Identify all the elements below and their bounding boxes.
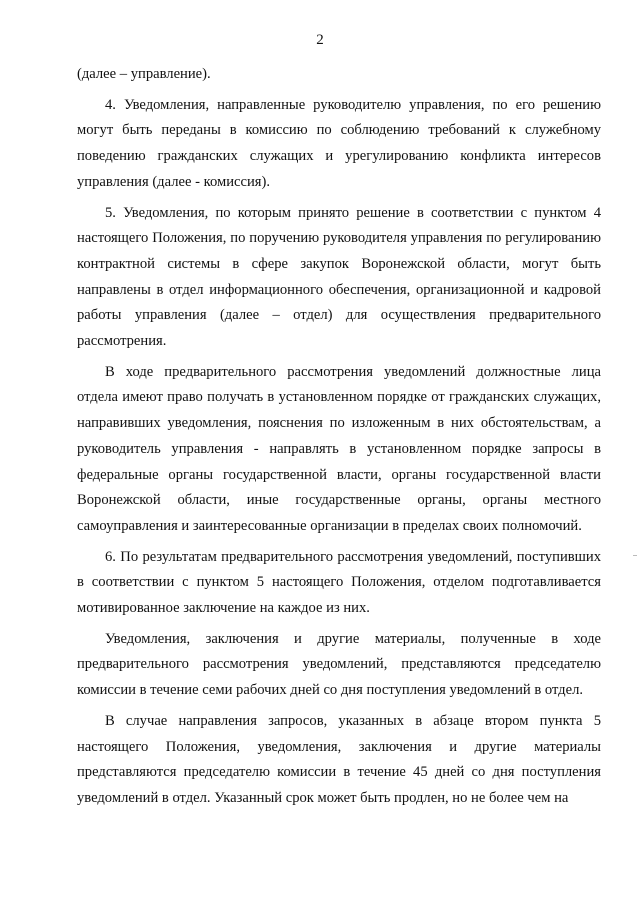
document-body: [77, 62, 601, 806]
scan-edge-mark: [633, 555, 637, 556]
paragraph-materials: Уведомления, заключения и другие материалы, полученные в ходе предварительного рассмотрения уведомлений, представляются председателю комиссии в течение семи рабочих дней со дня поступления уведомлений в отдел.: [77, 630, 601, 699]
page-number: 2: [316, 32, 324, 48]
paragraph-item-5: 5. Уведомления, по которым принято решение в соответствии с пунктом 4 настоящего Положения, по поручению руководителя управления по регулированию контрактной системы в сфере закупок Воронежской области, могут быть направлены в отдел информационного обеспечения, организационной и кадровой работы управления (далее – отдел) для осуществления предварительного рассмотрения.: [77, 204, 601, 350]
paragraph-item-6: 6. По результатам предварительного рассмотрения уведомлений, поступивших в соответствии с пунктом 5 настоящего Положения, отделом подготавливается мотивированное заключение на каждое из них.: [77, 548, 601, 617]
paragraph-preliminary-review: В ходе предварительного рассмотрения уведомлений должностные лица отдела имеют право получать в установленном порядке от гражданских служащих, направивших уведомления, пояснения по изложенным в них обстоятельствам, а руководитель управления - направлять в установленном порядке запросы в федеральные органы государственной власти, органы государственной власти Воронежской области, иные государственные органы, органы местного самоуправления и заинтересованные организации в пределах своих полномочий.: [77, 363, 601, 534]
paragraph-requests: В случае направления запросов, указанных в абзаце втором пункта 5 настоящего Положения, уведомления, заключения и другие материалы представляются председателю комиссии в течение 45 дней со дня поступления уведомлений в отдел. Указанный срок может быть продлен, но не более чем на: [77, 712, 601, 806]
paragraph-item-4: 4. Уведомления, направленные руководителю управления, по его решению могут быть переданы в комиссию по соблюдению требований к служебному поведению гражданских служащих и урегулированию конфликта интересов управления (далее - комиссия).: [77, 96, 601, 190]
paragraph-continuation: (далее – управление).: [77, 66, 211, 82]
